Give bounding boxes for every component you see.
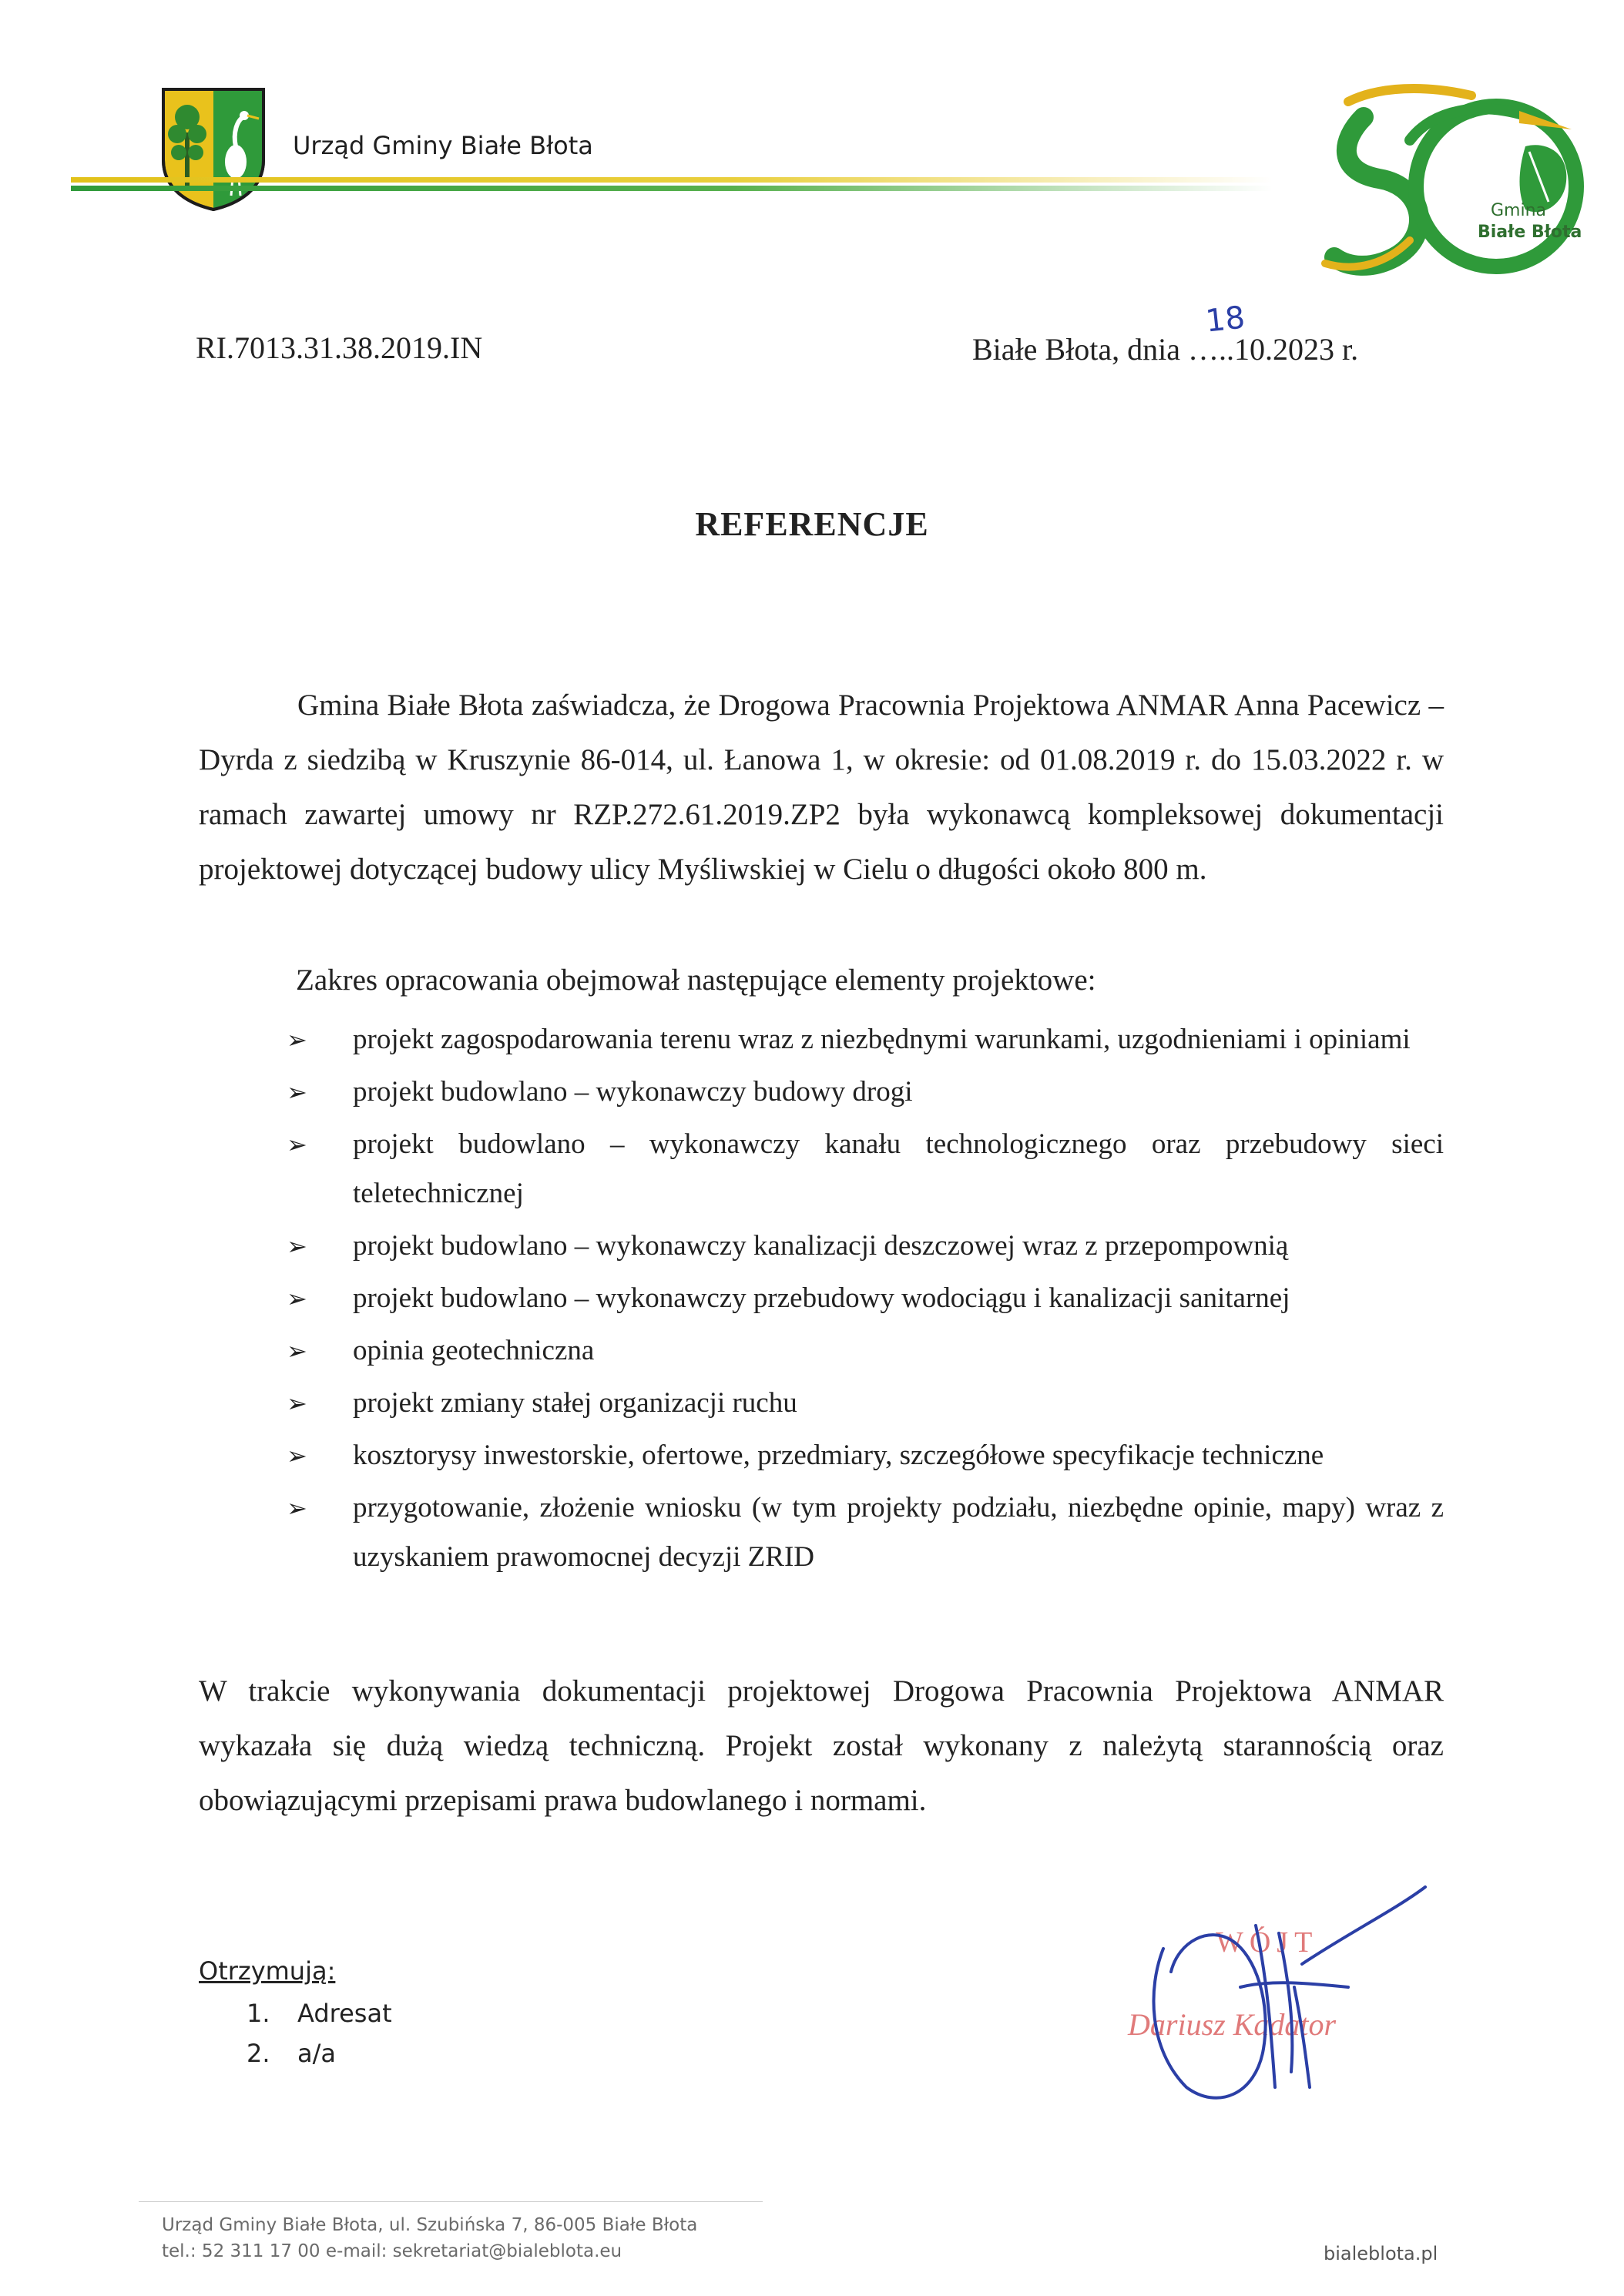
footer-address: Urząd Gminy Białe Błota, ul. Szubińska 7, 86-005 Białe Błota: [162, 2215, 698, 2235]
footer-contact: tel.: 52 311 17 00 e-mail: sekretariat@bialeblota.eu: [162, 2241, 622, 2261]
arrow-bullet-icon: ➢: [287, 1025, 307, 1054]
logo-text-gmina: Gmina: [1491, 201, 1547, 220]
list-item: ➢ projekt budowlano – wykonawczy kanału technologicznego oraz przebudowy sieci teletechnicznej: [287, 1120, 1444, 1218]
arrow-bullet-icon: ➢: [287, 1078, 307, 1107]
scope-intro: Zakres opracowania obejmował następujące elementy projektowe:: [296, 964, 1096, 997]
footer-rule: [139, 2201, 763, 2202]
paragraph-evaluation: W trakcie wykonywania dokumentacji projektowej Drogowa Pracownia Projektowa ANMAR wykazała się dużą wiedzą techniczną. Projekt został wykonany z należytą starannością oraz obowiązującymi przepisami prawa budowlanego i normami.: [199, 1674, 1444, 1817]
office-name: Urząd Gminy Białe Błota: [293, 131, 593, 160]
date-dots: …..: [1187, 332, 1234, 367]
handwritten-day: 18: [1203, 300, 1247, 340]
footer-website: bialeblota.pl: [1324, 2243, 1438, 2264]
recipients-list: [247, 1993, 392, 2073]
stamp-name: Dariusz Kadator: [1128, 2007, 1337, 2042]
date-prefix: Białe Błota, dnia: [972, 332, 1188, 367]
arrow-bullet-icon: ➢: [287, 1232, 307, 1261]
recipients-label: Otrzymują:: [199, 1956, 336, 1986]
logo-text-name: Białe Błota: [1478, 223, 1582, 242]
date-suffix: 10.2023 r.: [1233, 332, 1359, 367]
paragraph-certification: Gmina Białe Błota zaświadcza, że Drogowa Pracownia Projektowa ANMAR Anna Pacewicz – Dyrda z siedzibą w Kruszynie 86-014, ul. Łanowa 1, w okresie: od 01.08.2019 r. do 15.03.2022 r. w ramach zawartej umowy nr RZP.272.61.2019.ZP2 była wykonawcą kompleksowej dokumentacji projektowej dotyczącej budowy ulicy Myśliwskiej w Cielu o długości około 800 m.: [199, 689, 1444, 886]
arrow-bullet-icon: ➢: [287, 1493, 307, 1523]
anniversary-50-logo-icon: [1294, 55, 1595, 294]
list-item: ➢ przygotowanie, złożenie wniosku (w tym projekty podziału, niezbędne opinie, mapy) wraz z uzyskaniem prawomocnej decyzji ZRID: [287, 1483, 1444, 1582]
arrow-bullet-icon: ➢: [287, 1389, 307, 1418]
document-title: REFERENCJE: [695, 505, 929, 543]
list-item: ➢ projekt budowlano – wykonawczy przebudowy wodociągu i kanalizacji sanitarnej: [287, 1274, 1444, 1323]
arrow-bullet-icon: ➢: [287, 1284, 307, 1313]
header-rule-green: [71, 186, 1273, 191]
scope-list: [287, 1015, 1444, 1585]
list-item: ➢ projekt zmiany stałej organizacji ruchu: [287, 1379, 1444, 1428]
arrow-bullet-icon: ➢: [287, 1441, 307, 1470]
list-item: ➢ projekt budowlano – wykonawczy kanalizacji deszczowej wraz z przepompownią: [287, 1222, 1444, 1271]
list-item: 1. Adresat: [247, 1999, 392, 2028]
list-item: ➢ kosztorysy inwestorskie, ofertowe, przedmiary, szczegółowe specyfikacje techniczne: [287, 1431, 1444, 1480]
stamp-signature: [1117, 1872, 1441, 2118]
stamp-title: WÓJT: [1216, 1926, 1319, 1959]
arrow-bullet-icon: ➢: [287, 1130, 307, 1159]
reference-number: RI.7013.31.38.2019.IN: [196, 330, 483, 365]
list-item: ➢ projekt budowlano – wykonawczy budowy drogi: [287, 1068, 1444, 1117]
list-item: ➢ projekt zagospodarowania terenu wraz z niezbędnymi warunkami, uzgodnieniami i opiniami: [287, 1015, 1444, 1064]
list-item: ➢ opinia geotechniczna: [287, 1326, 1444, 1376]
coat-of-arms-icon: [160, 86, 267, 213]
date-line: [972, 331, 1358, 367]
list-item: 2. a/a: [247, 2039, 336, 2068]
signature-icon: [1154, 1887, 1425, 2098]
arrow-bullet-icon: ➢: [287, 1336, 307, 1366]
header-rule-yellow: [71, 177, 1273, 183]
